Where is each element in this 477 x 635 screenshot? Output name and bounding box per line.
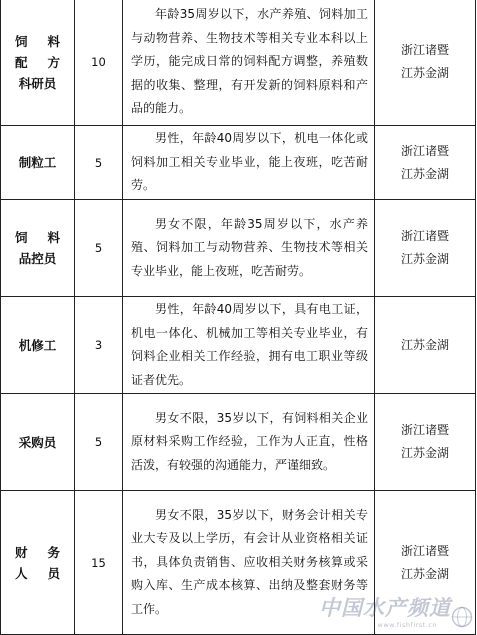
location-line: 江苏金湖	[400, 566, 449, 581]
location-line: 浙江诸暨	[400, 43, 449, 57]
job-title-char: 方	[47, 54, 60, 70]
job-title-line-3: 科研员	[18, 75, 57, 91]
headcount-cell: 3	[75, 297, 123, 394]
job-title-line-1	[1, 227, 74, 248]
requirement-cell: 男女不限，35岁以下，财务会计相关专业大专及以上学历，有会计从业资格相关证书，具体负责销售、应收相关财务核算或采购入库、生产成本核算、出纳及整套财务等工作。	[123, 491, 375, 635]
requirement-cell: 男女不限，年龄35周岁以下，水产养殖、饲料加工与动物营养、生物技术等相关专业毕业，能上夜班，吃苦耐劳。	[123, 200, 375, 297]
site-watermark: 中国水产频道	[319, 595, 451, 620]
job-title-line-1	[1, 542, 74, 563]
location-line: 江苏金湖	[400, 337, 449, 352]
table-row	[1, 394, 476, 491]
location-line: 江苏金湖	[400, 66, 449, 80]
location-cell	[375, 297, 476, 394]
location-cell	[375, 0, 476, 126]
table-row	[1, 0, 476, 126]
location-line: 江苏金湖	[400, 446, 449, 460]
location-cell	[375, 491, 476, 635]
job-title-cell	[1, 491, 75, 635]
job-title-char: 料	[47, 33, 60, 49]
job-title-line-1: 采购员	[18, 434, 57, 450]
job-title-char: 务	[47, 544, 60, 560]
headcount-cell: 15	[75, 491, 123, 635]
job-title-char: 员	[47, 565, 60, 581]
headcount-cell: 5	[75, 200, 123, 297]
location-line: 浙江诸暨	[400, 229, 449, 243]
job-title-char: 配	[15, 54, 28, 70]
requirement-cell: 男女不限，35岁以下，有饲料相关企业原材料采购工作经验，工作为人正直，性格活泼，有较强的沟通能力，严谨细致。	[123, 394, 375, 491]
location-line: 江苏金湖	[400, 166, 449, 181]
location-line: 浙江诸暨	[400, 423, 449, 437]
location-cell	[375, 126, 476, 200]
job-title-line-2: 品控员	[18, 251, 57, 266]
headcount-cell: 5	[75, 126, 123, 200]
job-title-line-1: 制粒工	[18, 155, 57, 170]
location-line: 浙江诸暨	[400, 143, 449, 158]
table-row	[1, 297, 476, 394]
job-title-char: 饲	[15, 33, 28, 49]
job-title-cell	[1, 394, 75, 491]
table-row	[1, 126, 476, 200]
headcount-cell: 10	[75, 0, 123, 126]
headcount-cell: 5	[75, 394, 123, 491]
job-title-line-2	[1, 563, 74, 584]
job-title-cell	[1, 297, 75, 394]
job-title-line-2	[1, 52, 74, 73]
location-cell	[375, 200, 476, 297]
job-title-char: 饲	[15, 230, 28, 245]
location-line: 江苏金湖	[400, 252, 449, 266]
table-row	[1, 200, 476, 297]
table-row	[1, 491, 476, 635]
site-watermark-url: www.fishfirst.cn	[377, 621, 437, 629]
job-title-cell	[1, 126, 75, 200]
job-title-cell	[1, 0, 75, 126]
job-title-char: 料	[47, 230, 60, 245]
requirement-cell: 男性，年龄40周岁以下，具有电工证，机电一体化、机械加工等相关专业毕业，有饲料企业相关工作经验，拥有电工职业等级证者优先。	[123, 297, 375, 394]
job-title-line-1	[1, 31, 74, 52]
job-title-char: 人	[15, 565, 28, 581]
location-cell	[375, 394, 476, 491]
location-line: 浙江诸暨	[400, 543, 449, 558]
requirement-cell: 男性，年龄40周岁以下，机电一体化或饲料加工相关专业毕业，能上夜班，吃苦耐劳。	[123, 126, 375, 200]
job-title-char: 财	[15, 544, 28, 560]
requirement-cell: 年龄35周岁以下，水产养殖、饲料加工与动物营养、生物技术等相关专业本科以上学历，能完成日常的饲料配方调整，养殖数据的收集、整理，有开发新的饲料原料和产品的能力。	[123, 0, 375, 126]
job-title-line-1: 机修工	[18, 337, 57, 353]
job-title-cell	[1, 200, 75, 297]
